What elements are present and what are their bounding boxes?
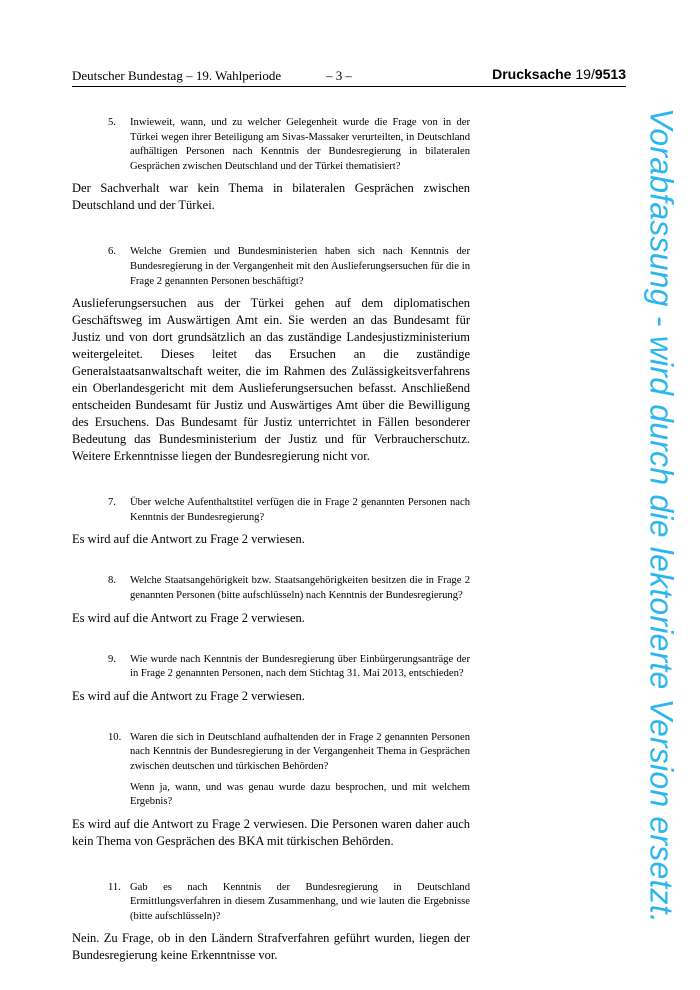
answer-11: Nein. Zu Frage, ob in den Ländern Strafverfahren geführt wurden, liegen der Bundesregierung keine Erkenntnisse vor. xyxy=(72,931,470,963)
answer-10: Es wird auf die Antwort zu Frage 2 verwiesen. Die Personen waren daher auch kein Thema von Gesprächen des BKA mit türkischen Behörden. xyxy=(72,816,470,848)
question-10 xyxy=(72,731,470,810)
document-body xyxy=(72,116,470,964)
question-followup-text: Wenn ja, wann, und was genau wurde dazu besprochen, und mit welchem Ergebnis? xyxy=(130,781,470,808)
answer-9: Es wird auf die Antwort zu Frage 2 verwiesen. xyxy=(72,688,305,703)
question-number: 10. xyxy=(108,731,122,743)
question-number: 9. xyxy=(108,653,116,665)
question-text: Welche Gremien und Bundesministerien haben sich nach Kenntnis der Bundesregierung in der Vergangenheit mit den Auslieferungsersuchen für die in Frage 2 genannten Personen beschäftigt? xyxy=(130,246,470,287)
question-5 xyxy=(72,116,470,174)
answer-8: Es wird auf die Antwort zu Frage 2 verwiesen. xyxy=(72,610,305,625)
answer-6: Auslieferungsersuchen aus der Türkei gehen auf dem diplomatischen Geschäftsweg im Auswärtigen Amt ein. Sie werden an das Bundesamt für Justiz und von dort grundsätzlich an das zuständige Landesjustizministerium weitergeleitet. Dieses leitet das Ersuchen an die zuständige Generalstaatsanwaltschaft weiter, die im Rahmen des Zulässigkeitsverfahrens ein Oberlandesgericht mit dem Auslieferungsersuchen befasst. Anschließend entscheiden Bundesamt für Justiz und Auswärtiges Amt über die Bewilligung des Ersuchens. Das Bundesamt für Justiz unterrichtet in Fällen besonderer Bedeutung das Bundesministerium der Justiz und für Verbraucherschutz. Weitere Erkenntnisse liegen der Bundesregierung nicht vor. xyxy=(72,296,470,464)
page-number: – 3 – xyxy=(326,68,352,83)
question-number: 11. xyxy=(108,881,121,893)
question-text: Wie wurde nach Kenntnis der Bundesregierung über Einbürgerungsanträge der in Frage 2 genannten Personen, nach dem Stichtag 31. Mai 2013, entschieden? xyxy=(130,653,470,680)
header-parliament: Deutscher Bundestag – 19. Wahlperiode xyxy=(72,68,282,83)
question-text: Welche Staatsangehörigkeit bzw. Staatsangehörigkeiten besitzen die in Frage 2 genannten Personen (bitte aufschlüsseln) nach Kenntnis der Bundesregierung? xyxy=(130,575,470,601)
document-period: 19/ xyxy=(575,66,595,82)
question-number: 7. xyxy=(108,497,116,509)
document-number xyxy=(492,66,626,82)
question-7 xyxy=(72,496,470,525)
question-9 xyxy=(72,653,470,682)
question-number: 8. xyxy=(108,575,116,587)
question-11 xyxy=(72,881,470,925)
question-8 xyxy=(72,574,470,603)
document-id: 9513 xyxy=(594,66,626,82)
page-header xyxy=(72,66,626,87)
question-text: Waren die sich in Deutschland aufhaltenden der in Frage 2 genannten Personen nach Kenntnis der Bundesregierung in der Vergangenheit Thema in Gesprächen zwischen deutschen und türkischen Behörden? xyxy=(130,731,470,772)
answer-5: Der Sachverhalt war kein Thema in bilateralen Gesprächen zwischen Deutschland und der Türkei. xyxy=(72,181,470,213)
question-text: Inwieweit, wann, und zu welcher Gelegenheit wurde die Frage von in der Türkei wegen ihrer Beteiligung am Sivas-Massaker verurteilten, in Deutschland aufhältigen Personen nach Kenntnis der Bundesregierung in bilateralen Gesprächen zwischen Deutschland und der Türkei thematisiert? xyxy=(130,117,470,172)
question-number: 6. xyxy=(108,246,116,258)
question-number: 5. xyxy=(108,117,116,128)
question-text: Gab es nach Kenntnis der Bundesregierung in Deutschland Ermittlungsverfahren in diesem Zusammenhang, und wie lauten die Ergebnisse (bitte aufschlüsseln)? xyxy=(130,881,470,922)
document-label: Drucksache xyxy=(492,66,576,82)
draft-watermark: Vorabfassung - wird durch die lektorierte Version ersetzt. xyxy=(643,108,680,923)
question-text: Über welche Aufenthaltstitel verfügen die in Frage 2 genannten Personen nach Kenntnis der Bundesregierung? xyxy=(130,497,470,523)
question-6 xyxy=(72,245,470,289)
answer-7: Es wird auf die Antwort zu Frage 2 verwiesen. xyxy=(72,532,305,547)
